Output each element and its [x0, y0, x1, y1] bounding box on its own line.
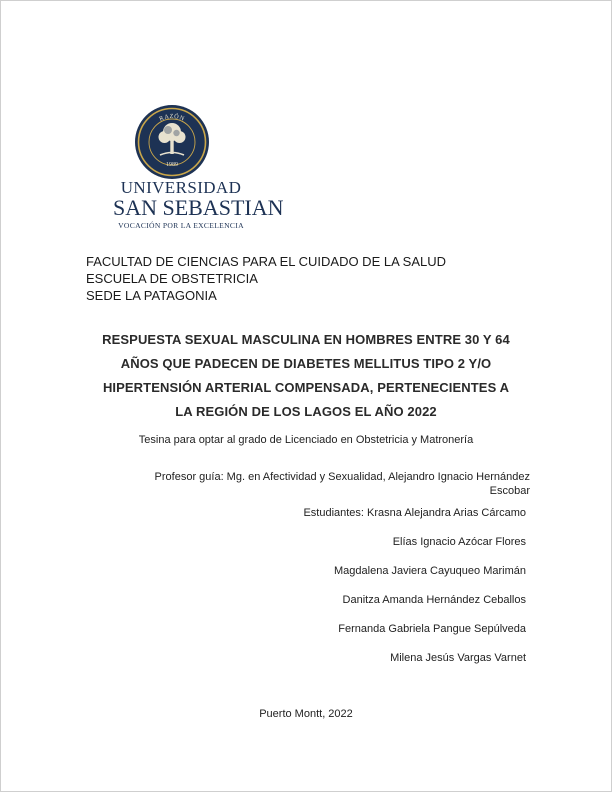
campus-name: SEDE LA PATAGONIA [86, 288, 217, 303]
thesis-title-line4: LA REGIÓN DE LOS LAGOS EL AÑO 2022 [175, 404, 437, 419]
student-name: Danitza Amanda Hernández Ceballos [342, 594, 526, 606]
university-name-line2: SAN SEBASTIAN [113, 195, 284, 220]
students-list [180, 506, 526, 680]
seal-year: 1989 [166, 162, 178, 168]
student-name: Estudiantes: Krasna Alejandra Arias Cárcamo [303, 507, 526, 519]
university-tagline: VOCACIÓN POR LA EXCELENCIA [118, 221, 244, 230]
student-name: Magdalena Javiera Cayuqueo Marimán [334, 565, 526, 577]
place-and-date: Puerto Montt, 2022 [259, 708, 353, 720]
university-logo [113, 104, 284, 234]
faculty-block [86, 253, 446, 304]
thesis-title-line3: HIPERTENSIÓN ARTERIAL COMPENSADA, PERTENECIENTES A [102, 380, 510, 395]
student-name: Fernanda Gabriela Pangue Sepúlveda [338, 623, 526, 635]
school-name: ESCUELA DE OBSTETRICIA [86, 271, 258, 286]
thesis-title-line2: AÑOS QUE PADECEN DE DIABETES MELLITUS TIPO 2 Y/O [120, 356, 492, 371]
university-name-line1: UNIVERSIDAD [120, 178, 242, 197]
faculty-name: FACULTAD DE CIENCIAS PARA EL CUIDADO DE LA SALUD [86, 254, 447, 269]
seal-motto: RAZÓN [158, 112, 186, 123]
student-name: Milena Jesús Vargas Varnet [390, 652, 526, 664]
thesis-title [70, 328, 542, 424]
university-seal-tree-icon [134, 104, 210, 180]
advisor-block [80, 470, 530, 498]
thesis-title-line1: RESPUESTA SEXUAL MASCULINA EN HOMBRES ENTRE 30 Y 64 [102, 332, 510, 347]
advisor-line1: Profesor guía: Mg. en Afectividad y Sexualidad, Alejandro Ignacio Hernández [154, 471, 530, 483]
advisor-line2: Escobar [489, 485, 530, 497]
student-name: Elías Ignacio Azócar Flores [392, 536, 526, 548]
degree-subtitle: Tesina para optar al grado de Licenciado en Obstetricia y Matronería [138, 434, 474, 446]
